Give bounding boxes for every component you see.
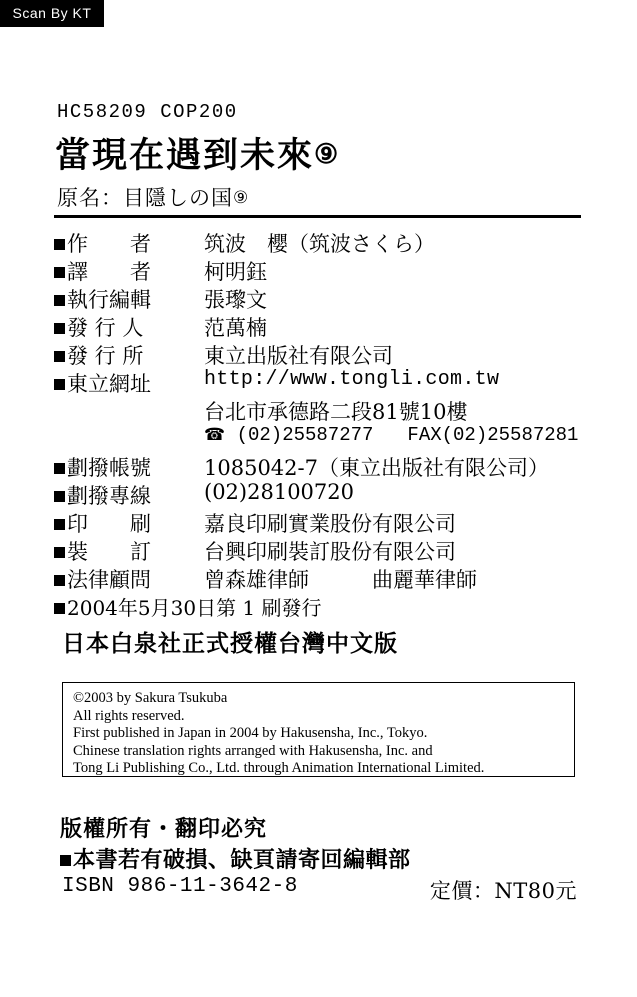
- bullet-square-icon: [54, 323, 65, 334]
- credit-row-legal-counsel: [54, 564, 584, 592]
- publication-date-row: [54, 592, 584, 622]
- credit-value: 范萬楠: [204, 316, 267, 340]
- license-statement: 日本白泉社正式授權台灣中文版: [62, 630, 398, 657]
- credit-label: 印 刷: [67, 512, 151, 536]
- credit-label: 法律顧問: [67, 568, 151, 592]
- catalog-code: HC58209 COP200: [57, 101, 238, 123]
- credit-row-editor: [54, 284, 584, 312]
- credit-label: 劃撥帳號: [67, 456, 151, 480]
- bullet-square-icon: [54, 379, 65, 390]
- credit-value: (02)28100720: [204, 480, 354, 504]
- credit-row-author: [54, 228, 584, 256]
- address-value: 台北市承德路二段81號10樓: [204, 400, 468, 424]
- credit-value: 台興印刷裝訂股份有限公司: [204, 540, 456, 564]
- credit-row-website: [54, 368, 584, 396]
- credit-label: 東立網址: [67, 372, 151, 396]
- scan-watermark: Scan By KT: [0, 0, 104, 27]
- publication-date-value: 2004年5月30日第 1 刷發行: [67, 596, 322, 620]
- credit-value: 1085042-7（東立出版社有限公司）: [204, 456, 549, 480]
- horizontal-divider: [54, 215, 581, 218]
- bullet-square-icon: [54, 351, 65, 362]
- bullet-square-icon: [54, 295, 65, 306]
- copyright-line: ©2003 by Sakura Tsukuba: [73, 690, 228, 706]
- telephone-icon: ☎: [204, 425, 226, 445]
- damage-return-text: 本書若有破損、缺頁請寄回編輯部: [73, 847, 411, 873]
- bullet-square-icon: [54, 239, 65, 250]
- credit-label: 作 者: [67, 232, 151, 256]
- credit-value: 柯明鈺: [204, 260, 267, 284]
- credit-row-giro-hotline: [54, 480, 584, 508]
- title-volume-number: ⑨: [314, 139, 341, 170]
- address-row: [54, 396, 584, 424]
- bullet-square-icon: [54, 547, 65, 558]
- credit-value: 筑波 櫻（筑波さくら）: [204, 232, 435, 256]
- isbn-value: ISBN 986-11-3642-8: [62, 875, 298, 898]
- rights-reserved-note: 版權所有・翻印必究: [60, 816, 268, 842]
- credit-value: 嘉良印刷實業股份有限公司: [204, 512, 456, 536]
- price-value: 定價：NT80元: [429, 879, 577, 903]
- bullet-square-icon: [60, 855, 71, 866]
- isbn-price-row: [62, 875, 577, 903]
- copyright-line: Chinese translation rights arranged with Hakusensha, Inc. and: [73, 742, 433, 759]
- original-title: [57, 182, 249, 212]
- bullet-square-icon: [54, 267, 65, 278]
- credit-value: 張瓈文: [204, 288, 267, 312]
- credits-block: [54, 228, 584, 622]
- credit-label: 譯 者: [67, 260, 151, 284]
- credit-label: 發 行 所: [67, 344, 144, 368]
- damage-return-note: [60, 843, 411, 874]
- original-title-text: 原名：目隱しの国: [57, 186, 233, 210]
- credit-row-binding: [54, 536, 584, 564]
- page-title: [55, 128, 340, 178]
- bullet-square-icon: [54, 575, 65, 586]
- bullet-square-icon: [54, 491, 65, 502]
- credit-value: 曾森雄律師 曲麗華律師: [204, 568, 477, 592]
- credit-row-printing: [54, 508, 584, 536]
- bullet-square-icon: [54, 463, 65, 474]
- credit-value: 東立出版社有限公司: [204, 344, 393, 368]
- copyright-line: All rights reserved.: [73, 707, 185, 724]
- credit-row-publisher-person: [54, 312, 584, 340]
- credit-label: 裝 訂: [67, 540, 151, 564]
- phone-row: [54, 424, 584, 452]
- bullet-square-icon: [54, 519, 65, 530]
- website-url[interactable]: http://www.tongli.com.tw: [204, 368, 500, 391]
- credit-label: 執行編輯: [67, 288, 151, 312]
- bullet-square-icon: [54, 603, 65, 614]
- title-text: 當現在遇到未來: [55, 135, 315, 176]
- phone-value: (02)25587277: [236, 424, 374, 446]
- credit-row-publisher-company: [54, 340, 584, 368]
- credit-label: 發 行 人: [67, 316, 144, 340]
- fax-value: FAX(02)25587281: [407, 424, 579, 446]
- credit-label: 劃撥專線: [67, 484, 151, 508]
- copyright-line: Tong Li Publishing Co., Ltd. through Animation International Limited.: [73, 760, 485, 776]
- credit-row-giro-account: [54, 452, 584, 480]
- credit-row-translator: [54, 256, 584, 284]
- copyright-box: [62, 682, 575, 777]
- copyright-line: First published in Japan in 2004 by Hakusensha, Inc., Tokyo.: [73, 725, 428, 741]
- original-title-volume-number: ⑨: [233, 188, 250, 208]
